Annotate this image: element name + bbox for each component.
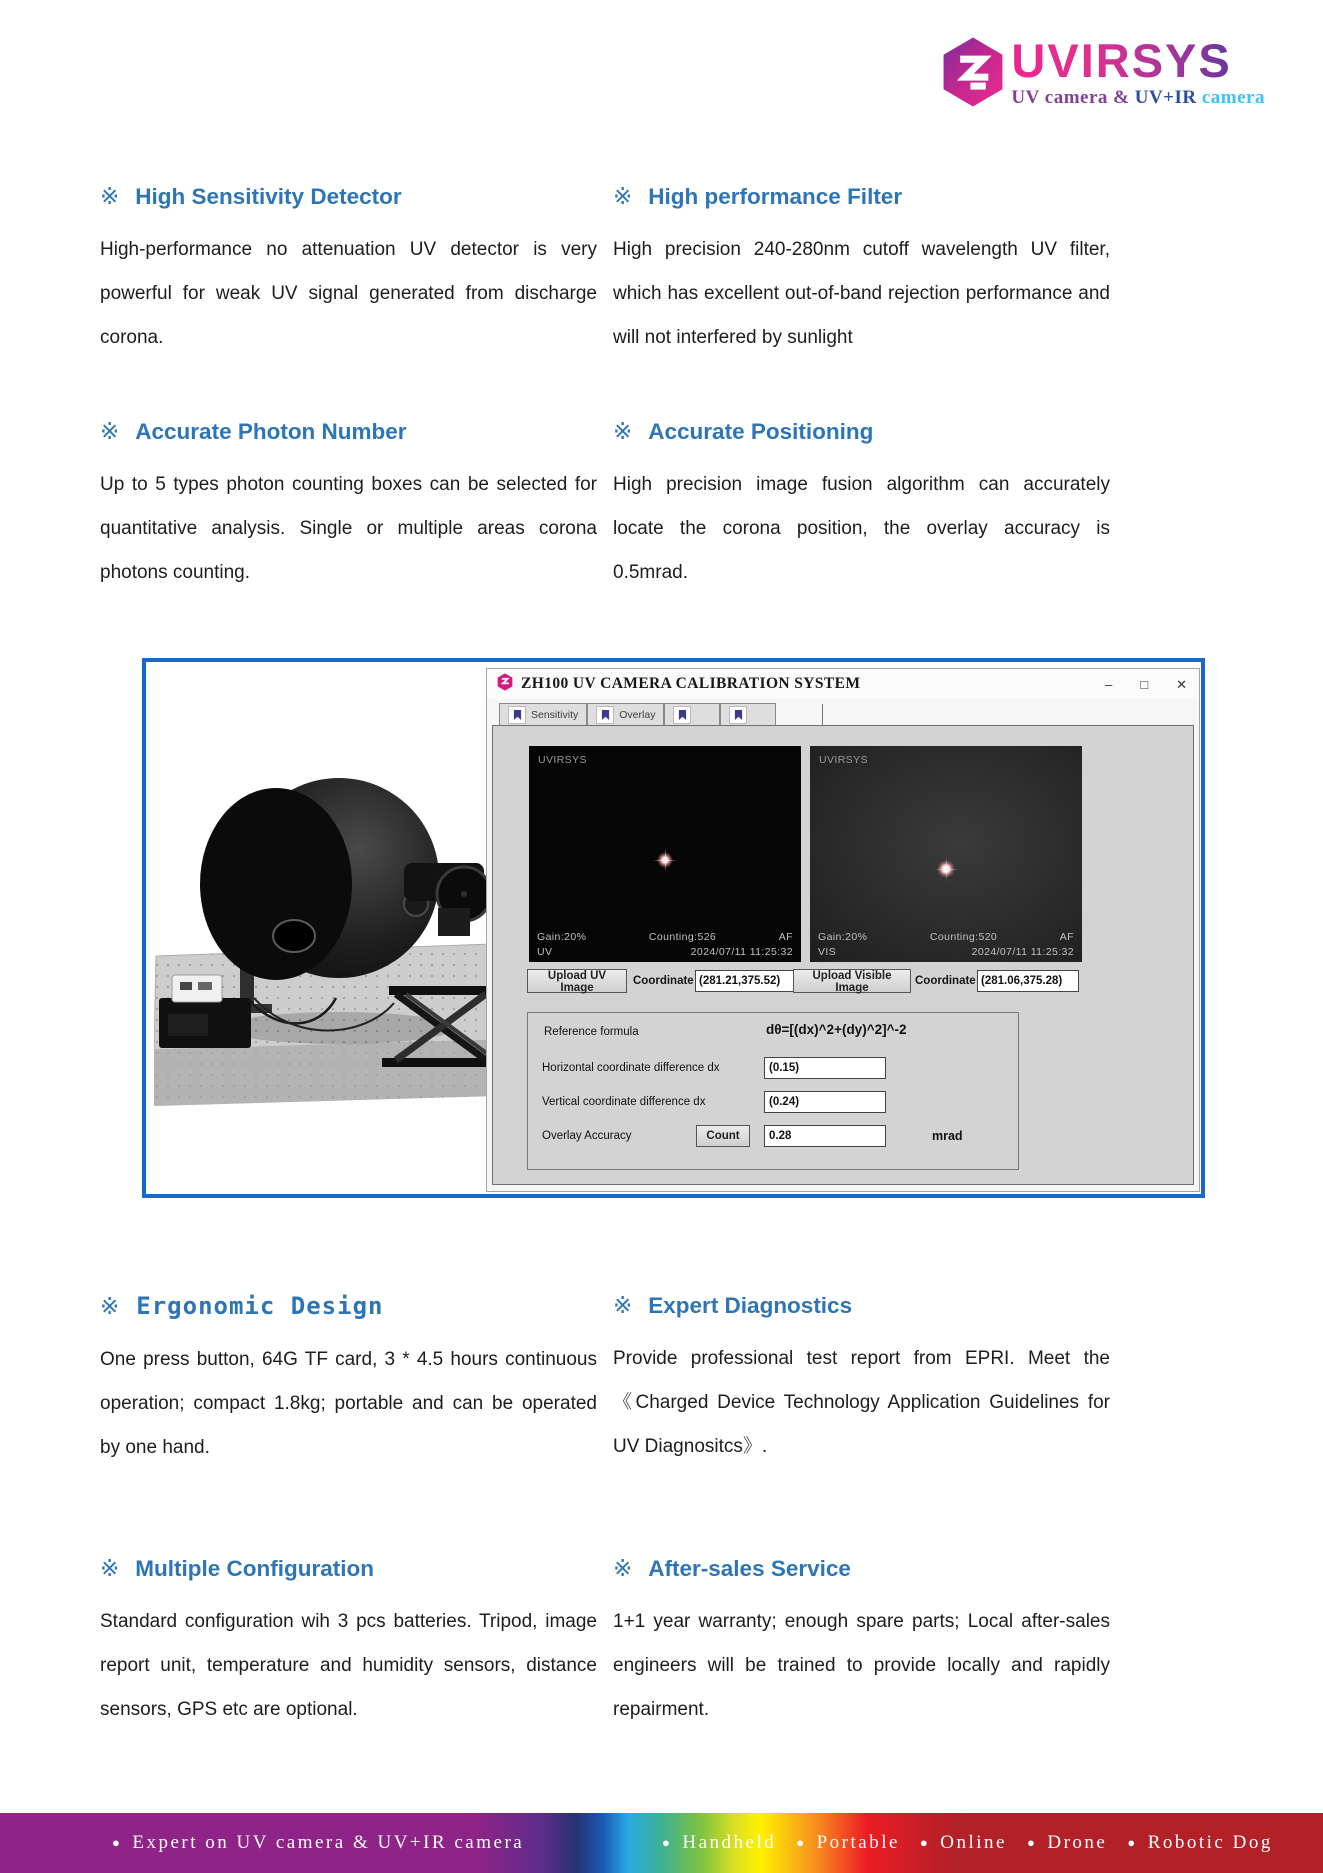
bullet-icon	[112, 1832, 122, 1854]
uv-image-panel	[529, 746, 801, 962]
feature-accurate-positioning	[613, 418, 1118, 595]
footer-item-robotic-dog	[1127, 1832, 1273, 1854]
vis-timestamp: 2024/07/11 11:25:32	[971, 946, 1074, 958]
uvirsys-logo	[941, 36, 1265, 113]
feature-heading	[613, 1555, 1118, 1582]
window-titlebar	[487, 669, 1199, 699]
reference-mark-icon: ※	[613, 1555, 633, 1581]
uv-timestamp: 2024/07/11 11:25:32	[690, 946, 793, 958]
equipment-photo	[154, 698, 499, 1148]
tab-overlay[interactable]	[587, 703, 664, 725]
tagline-part3: camera	[1201, 87, 1265, 109]
bookmark-icon	[729, 706, 747, 724]
corona-spot	[938, 861, 954, 877]
feature-title: High performance Filter	[648, 184, 903, 209]
vis-af: AF	[1059, 931, 1074, 943]
overlay-accuracy-input[interactable]	[764, 1125, 886, 1147]
tab-label: Sensitivity	[531, 708, 579, 721]
tab-bar	[487, 699, 1199, 725]
footer-item-drone	[1027, 1832, 1107, 1854]
feature-accurate-photon-number	[100, 418, 605, 595]
feature-high-sensitivity-detector	[100, 183, 605, 360]
bullet-icon	[796, 1832, 806, 1854]
uv-gain: Gain:20%	[537, 931, 587, 943]
feature-body: 1+1 year warranty; enough spare parts; Local after-sales engineers will be trained to provide locally and rapidly repairment.	[613, 1611, 1110, 1720]
window-client-area	[492, 725, 1194, 1185]
bullet-icon	[1027, 1832, 1037, 1854]
overlay-accuracy-label: Overlay Accuracy	[542, 1130, 632, 1142]
horizontal-dx-input[interactable]	[764, 1057, 886, 1079]
feature-heading	[613, 1292, 1118, 1319]
feature-title: Expert Diagnostics	[648, 1293, 853, 1318]
reference-mark-icon: ※	[100, 418, 120, 444]
feature-heading	[100, 183, 605, 210]
corona-spot	[657, 852, 673, 868]
feature-expert-diagnostics	[613, 1292, 1118, 1469]
footer-item-label: Drone	[1047, 1832, 1108, 1853]
uv-coordinate-input[interactable]	[695, 970, 797, 992]
feature-after-sales-service	[613, 1555, 1118, 1732]
uv-counting: Counting:526	[648, 931, 717, 943]
reference-mark-icon: ※	[100, 1555, 120, 1581]
uv-coordinate-label: Coordinate	[633, 975, 694, 987]
footer-item-handheld	[662, 1832, 776, 1854]
footer-bar	[0, 1813, 1323, 1873]
count-button[interactable]: Count	[696, 1125, 750, 1147]
vis-coordinate-input[interactable]	[977, 970, 1079, 992]
feature-body: Standard configuration wih 3 pcs batteries. Tripod, image report unit, temperature and humidity sensors, distance sensors, GPS etc are optional.	[100, 1611, 597, 1720]
footer-item-label: Online	[940, 1832, 1007, 1853]
feature-heading	[613, 183, 1118, 210]
tab-divider	[822, 704, 823, 725]
vis-overlay-row2	[810, 946, 1082, 958]
bullet-icon	[920, 1832, 930, 1854]
vis-watermark: UVIRSYS	[819, 754, 868, 766]
window-controls	[1105, 678, 1187, 691]
upload-uv-image-button[interactable]: Upload UV Image	[527, 969, 627, 993]
feature-high-performance-filter	[613, 183, 1118, 360]
vis-gain: Gain:20%	[818, 931, 868, 943]
reference-formula-label: Reference formula	[544, 1026, 639, 1038]
feature-body: High precision 240-280nm cutoff wavelength UV filter, which has excellent out-of-band rejection performance and will not interfered by sunlight	[613, 239, 1110, 348]
reference-mark-icon: ※	[613, 418, 633, 444]
brand-tagline	[1011, 87, 1265, 109]
vertical-dx-input[interactable]	[764, 1091, 886, 1113]
tab-label: Overlay	[619, 708, 656, 721]
footer-slogan-text: Expert on UV camera & UV+IR camera	[132, 1832, 525, 1853]
footer-item-label: Robotic Dog	[1147, 1832, 1273, 1853]
feature-body: Up to 5 types photon counting boxes can be selected for quantitative analysis. Single or multiple areas corona photons counting.	[100, 474, 597, 583]
feature-body: One press button, 64G TF card, 3 * 4.5 hours continuous operation; compact 1.8kg; portable and can be operated by one hand.	[100, 1349, 597, 1458]
app-window-icon	[497, 673, 513, 696]
reference-mark-icon: ※	[100, 1294, 121, 1320]
tagline-part2: UV+IR	[1134, 87, 1197, 109]
bookmark-icon	[673, 706, 691, 724]
reference-formula: dθ=[(dx)^2+(dy)^2]^-2	[766, 1022, 907, 1037]
feature-body: High precision image fusion algorithm can accurately locate the corona position, the overlay accuracy is 0.5mrad.	[613, 474, 1110, 583]
uv-overlay-row2	[529, 946, 801, 958]
reference-mark-icon: ※	[613, 1292, 633, 1318]
uv-overlay-row1	[529, 931, 801, 943]
tab-blank-2[interactable]	[720, 703, 776, 725]
minimize-button[interactable]: –	[1105, 676, 1113, 692]
bookmark-icon	[596, 706, 614, 724]
vis-coordinate-label: Coordinate	[915, 975, 976, 987]
bullet-icon	[662, 1832, 672, 1854]
uv-watermark: UVIRSYS	[538, 754, 587, 766]
feature-body: Provide professional test report from EPRI. Meet the 《Charged Device Technology Application Guidelines for UV Diagnositcs》.	[613, 1348, 1110, 1457]
bullet-icon	[1127, 1832, 1137, 1854]
footer-item-label: Portable	[816, 1832, 900, 1853]
footer-product-list	[662, 1813, 1273, 1873]
feature-title: After-sales Service	[648, 1556, 851, 1581]
uv-af: AF	[778, 931, 793, 943]
upload-visible-image-button[interactable]: Upload Visible Image	[793, 969, 911, 993]
tab-blank-1[interactable]	[664, 703, 720, 725]
footer-slogan	[112, 1813, 524, 1873]
feature-title: Multiple Configuration	[135, 1556, 374, 1581]
calibration-app-window	[486, 668, 1200, 1192]
feature-heading	[100, 418, 605, 445]
visible-image-panel	[810, 746, 1082, 962]
reference-mark-icon: ※	[100, 183, 120, 209]
feature-heading	[100, 1292, 605, 1320]
formula-group-box	[527, 1012, 1019, 1170]
feature-title: Accurate Positioning	[648, 419, 874, 444]
uv-mode: UV	[537, 946, 553, 958]
bookmark-icon	[508, 706, 526, 724]
feature-multiple-configuration	[100, 1555, 605, 1732]
feature-ergonomic-design	[100, 1292, 605, 1470]
vis-mode: VIS	[818, 946, 837, 958]
footer-item-portable	[796, 1832, 900, 1854]
reference-mark-icon: ※	[613, 183, 633, 209]
horizontal-dx-label: Horizontal coordinate difference dx	[542, 1062, 720, 1074]
window-title: ZH100 UV CAMERA CALIBRATION SYSTEM	[521, 675, 861, 692]
close-button[interactable]: ✕	[1176, 676, 1187, 692]
feature-heading	[613, 418, 1118, 445]
feature-title: Accurate Photon Number	[135, 419, 407, 444]
vis-overlay-row1	[810, 931, 1082, 943]
feature-title: Ergonomic Design	[136, 1292, 384, 1320]
vis-counting: Counting:520	[929, 931, 998, 943]
feature-heading	[100, 1555, 605, 1582]
feature-body: High-performance no attenuation UV detector is very powerful for weak UV signal generated from discharge corona.	[100, 239, 597, 348]
footer-item-label: Handheld	[682, 1832, 777, 1853]
tab-sensitivity[interactable]	[499, 703, 587, 725]
tagline-part1: UV camera &	[1011, 87, 1130, 109]
footer-item-online	[920, 1832, 1007, 1854]
mrad-unit-label: mrad	[932, 1129, 963, 1143]
calibration-system-figure	[142, 658, 1205, 1198]
maximize-button[interactable]: □	[1140, 676, 1149, 692]
uvirsys-logo-icon	[941, 36, 1005, 113]
vertical-dx-label: Vertical coordinate difference dx	[542, 1096, 706, 1108]
feature-title: High Sensitivity Detector	[135, 184, 402, 209]
brand-name: UVIRSYS	[1011, 36, 1265, 85]
